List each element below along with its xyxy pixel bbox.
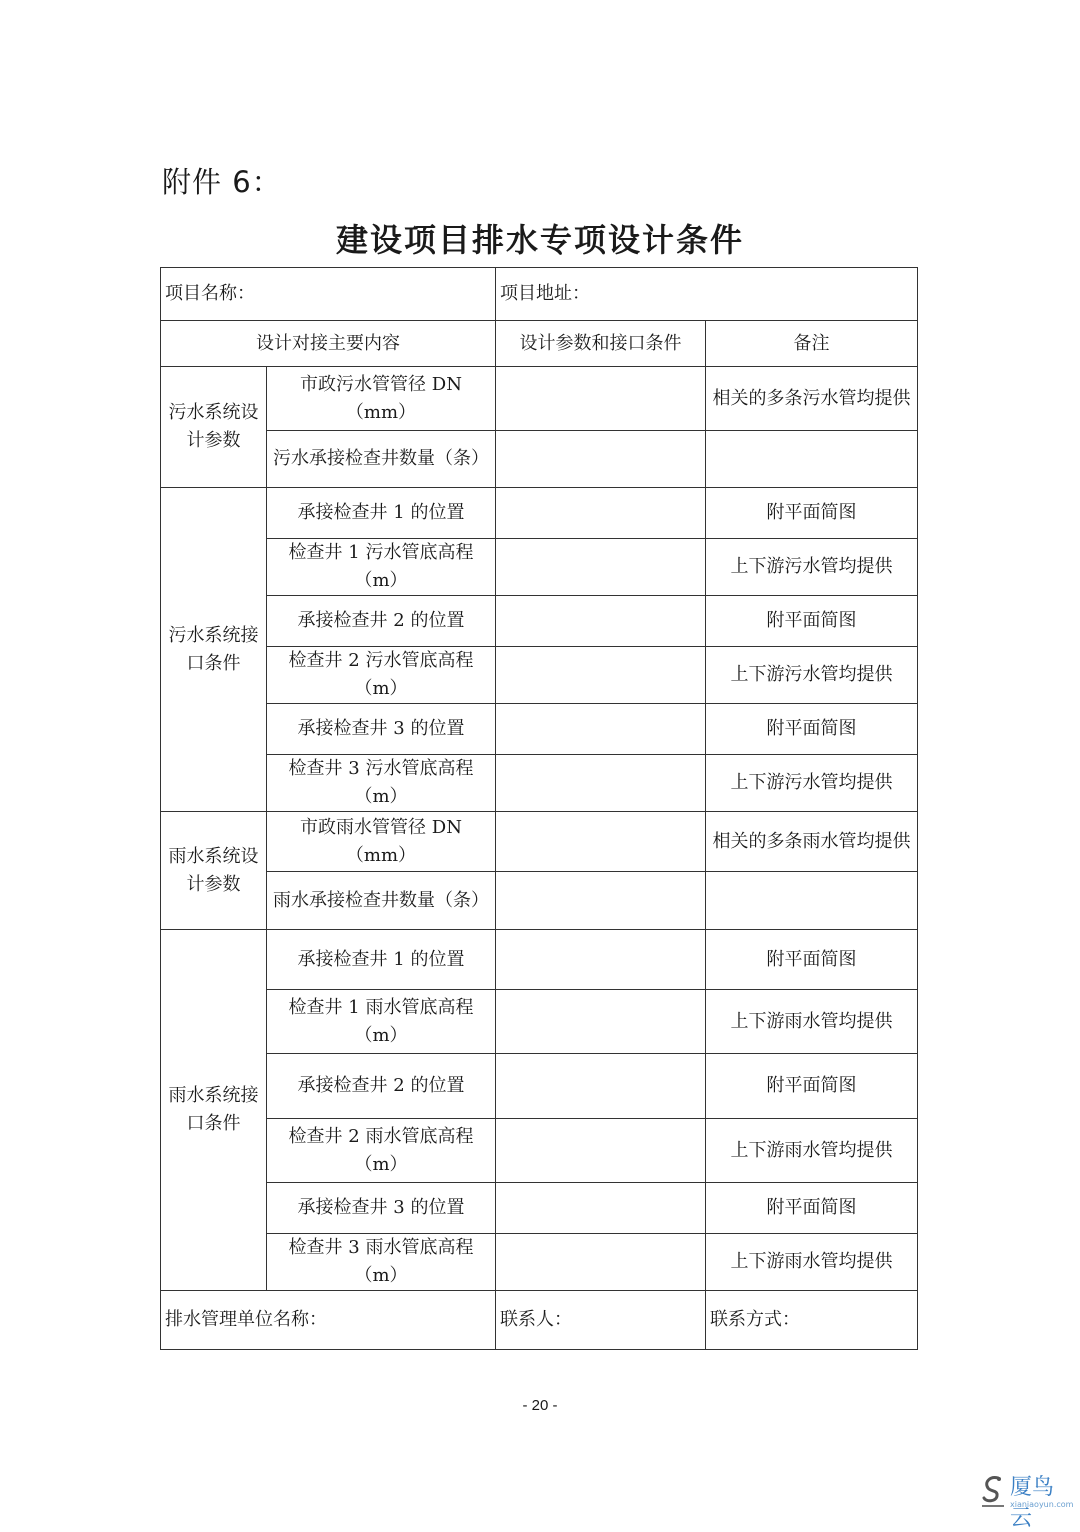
remark-cell: 相关的多条雨水管均提供 [706, 812, 918, 872]
remark-cell: 上下游雨水管均提供 [706, 1119, 918, 1183]
table-row [161, 812, 918, 872]
management-unit-field[interactable]: 排水管理单位名称： [161, 1291, 496, 1350]
value-input-cell[interactable] [496, 1054, 706, 1119]
table-row [161, 596, 918, 647]
remark-cell: 上下游污水管均提供 [706, 539, 918, 596]
remark-cell [706, 431, 918, 488]
table-row [161, 930, 918, 990]
remark-cell: 附平面简图 [706, 596, 918, 647]
remark-cell: 附平面简图 [706, 930, 918, 990]
project-info-row [161, 268, 918, 321]
item-cell: 承接检查井 2 的位置 [267, 596, 496, 647]
value-input-cell[interactable] [496, 930, 706, 990]
remark-cell: 附平面简图 [706, 1054, 918, 1119]
item-cell: 检查井 2 污水管底高程（m） [267, 647, 496, 704]
value-input-cell[interactable] [496, 990, 706, 1054]
table-row [161, 539, 918, 596]
item-cell: 污水承接检查井数量（条） [267, 431, 496, 488]
contact-person-field[interactable]: 联系人： [496, 1291, 706, 1350]
watermark-url: xianiaoyun.com [1010, 1500, 1074, 1509]
value-input-cell[interactable] [496, 647, 706, 704]
value-input-cell[interactable] [496, 1234, 706, 1291]
remark-cell: 附平面简图 [706, 488, 918, 539]
remark-cell [706, 872, 918, 930]
item-cell: 承接检查井 1 的位置 [267, 930, 496, 990]
table-row [161, 1054, 918, 1119]
value-input-cell[interactable] [496, 704, 706, 755]
project-name-field[interactable]: 项目名称： [161, 268, 496, 321]
table-row [161, 755, 918, 812]
header-row [161, 321, 918, 367]
item-cell: 承接检查井 3 的位置 [267, 1183, 496, 1234]
remark-cell: 相关的多条污水管均提供 [706, 367, 918, 431]
value-input-cell[interactable] [496, 488, 706, 539]
item-cell: 雨水承接检查井数量（条） [267, 872, 496, 930]
contact-method-field[interactable]: 联系方式： [706, 1291, 918, 1350]
item-cell: 承接检查井 1 的位置 [267, 488, 496, 539]
value-input-cell[interactable] [496, 872, 706, 930]
value-input-cell[interactable] [496, 431, 706, 488]
remark-cell: 上下游雨水管均提供 [706, 1234, 918, 1291]
watermark [978, 1470, 1074, 1531]
group-label-rain-params: 雨水系统设计参数 [161, 812, 267, 930]
bird-logo-icon [978, 1472, 1008, 1512]
value-input-cell[interactable] [496, 1183, 706, 1234]
page-number: - 20 - [522, 1397, 558, 1414]
table-row [161, 872, 918, 930]
header-params: 设计参数和接口条件 [496, 321, 706, 367]
table-row [161, 647, 918, 704]
group-label-sewage-params: 污水系统设计参数 [161, 367, 267, 488]
watermark-text: 厦鸟云 [1010, 1475, 1055, 1531]
header-remarks: 备注 [706, 321, 918, 367]
management-unit-row [161, 1291, 918, 1350]
document-title: 建设项目排水专项设计条件 [335, 221, 744, 259]
item-cell: 市政污水管管径 DN（mm） [267, 367, 496, 431]
table-row [161, 488, 918, 539]
group-label-sewage-interface: 污水系统接口条件 [161, 488, 267, 812]
table-row [161, 704, 918, 755]
item-cell: 检查井 1 污水管底高程（m） [267, 539, 496, 596]
item-cell: 承接检查井 2 的位置 [267, 1054, 496, 1119]
value-input-cell[interactable] [496, 367, 706, 431]
item-cell: 承接检查井 3 的位置 [267, 704, 496, 755]
remark-cell: 附平面简图 [706, 1183, 918, 1234]
remark-cell: 上下游污水管均提供 [706, 647, 918, 704]
remark-cell: 上下游雨水管均提供 [706, 990, 918, 1054]
value-input-cell[interactable] [496, 1119, 706, 1183]
table-row [161, 367, 918, 431]
attachment-label: 附件 6： [162, 165, 282, 199]
value-input-cell[interactable] [496, 755, 706, 812]
project-address-field[interactable]: 项目地址： [496, 268, 918, 321]
value-input-cell[interactable] [496, 596, 706, 647]
item-cell: 检查井 3 污水管底高程（m） [267, 755, 496, 812]
table-row [161, 990, 918, 1054]
remark-cell: 附平面简图 [706, 704, 918, 755]
table-row [161, 431, 918, 488]
item-cell: 市政雨水管管径 DN（mm） [267, 812, 496, 872]
item-cell: 检查井 2 雨水管底高程（m） [267, 1119, 496, 1183]
table-row [161, 1119, 918, 1183]
item-cell: 检查井 3 雨水管底高程（m） [267, 1234, 496, 1291]
group-label-rain-interface: 雨水系统接口条件 [161, 930, 267, 1291]
table-row [161, 1234, 918, 1291]
table-row [161, 1183, 918, 1234]
value-input-cell[interactable] [496, 812, 706, 872]
item-cell: 检查井 1 雨水管底高程（m） [267, 990, 496, 1054]
remark-cell: 上下游污水管均提供 [706, 755, 918, 812]
design-conditions-table [160, 267, 918, 1350]
header-content: 设计对接主要内容 [161, 321, 496, 367]
value-input-cell[interactable] [496, 539, 706, 596]
